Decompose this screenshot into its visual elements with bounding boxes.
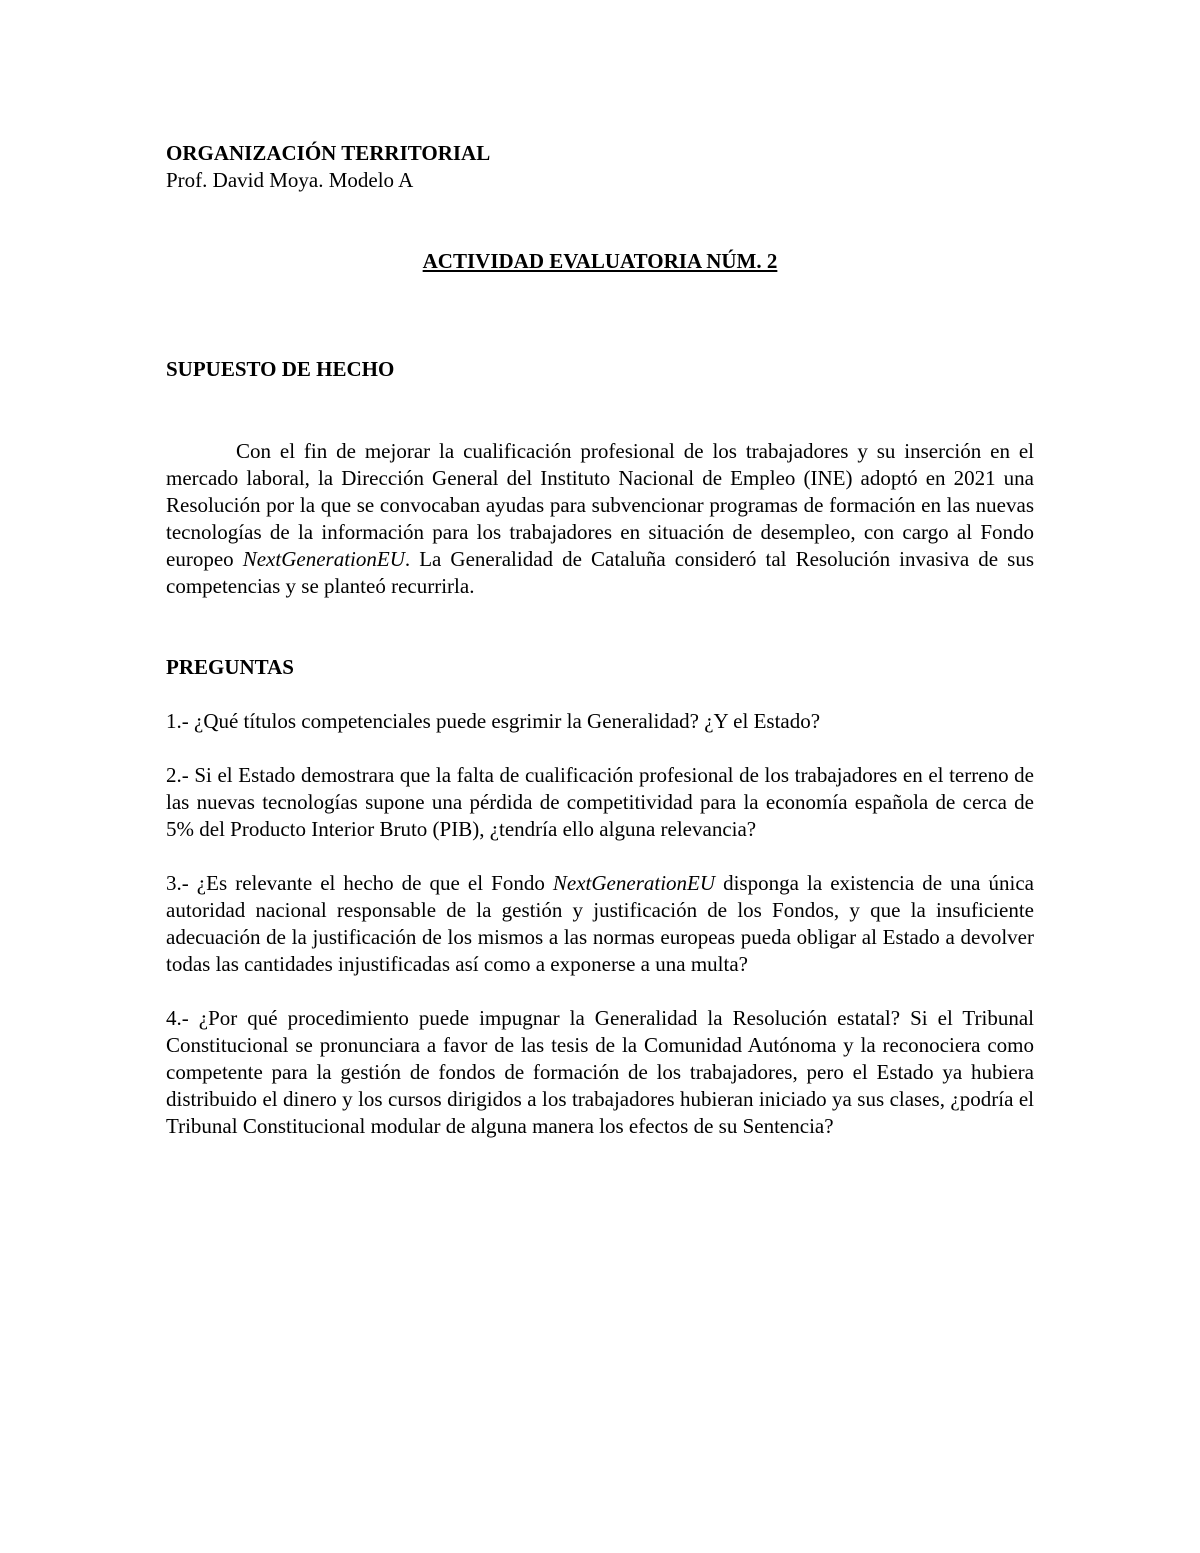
question-1: 1.- ¿Qué títulos competenciales puede esgrimir la Generalidad? ¿Y el Estado? [166,709,821,733]
facts-text-part2: . La Generalidad de Cataluña consideró tal Resolución invasiva de sus competencias y se planteó recurrirla. [166,547,1034,598]
course-title: ORGANIZACIÓN TERRITORIAL [166,141,491,165]
document-body [166,140,1034,1140]
facts-paragraph [166,438,1034,600]
question-3-part1: 3.- ¿Es relevante el hecho de que el Fondo [166,871,553,895]
question-3 [166,870,1034,978]
question-2: 2.- Si el Estado demostrara que la falta de cualificación profesional de los trabajadores en el terreno de las nuevas tecnologías supone una pérdida de competitividad para la economía española de cerca de 5% del Producto Interior Bruto (PIB), ¿tendría ello alguna relevancia? [166,763,1034,841]
questions-heading: PREGUNTAS [166,655,294,679]
question-4: 4.- ¿Por qué procedimiento puede impugnar la Generalidad la Resolución estatal? Si el Tribunal Constitucional se pronunciara a favor de las tesis de la Comunidad Autónoma y la reconociera como competente para la gestión de fondos de formación de los trabajadores, pero el Estado ya hubiera distribuido el dinero y los cursos dirigidos a los trabajadores hubieran iniciado ya sus clases, ¿podría el Tribunal Constitucional modular de alguna manera los efectos de su Sentencia? [166,1006,1034,1138]
question-3-part2: disponga la existencia de una única autoridad nacional responsable de la gestión y justificación de los Fondos, y que la insuficiente adecuación de la justificación de los mismos a las normas europeas pueda obligar al Estado a devolver todas las cantidades injustificadas así como a exponerse a una multa? [166,871,1034,976]
facts-text-part1: Con el fin de mejorar la cualificación profesional de los trabajadores y su inserción en el mercado laboral, la Dirección General del Instituto Nacional de Empleo (INE) adoptó en 2021 una Resolución por la que se convocaban ayudas para subvencionar programas de formación en las nuevas tecnologías de la información para los trabajadores en situación de desempleo, con cargo al Fondo europeo [166,439,1034,571]
activity-title: ACTIVIDAD EVALUATORIA NÚM. 2 [422,249,778,273]
course-meta: Prof. David Moya. Modelo A [166,168,414,192]
facts-fund-name: NextGenerationEU [242,547,405,571]
facts-heading: SUPUESTO DE HECHO [166,357,395,381]
question-3-fund-name: NextGenerationEU [552,871,716,895]
